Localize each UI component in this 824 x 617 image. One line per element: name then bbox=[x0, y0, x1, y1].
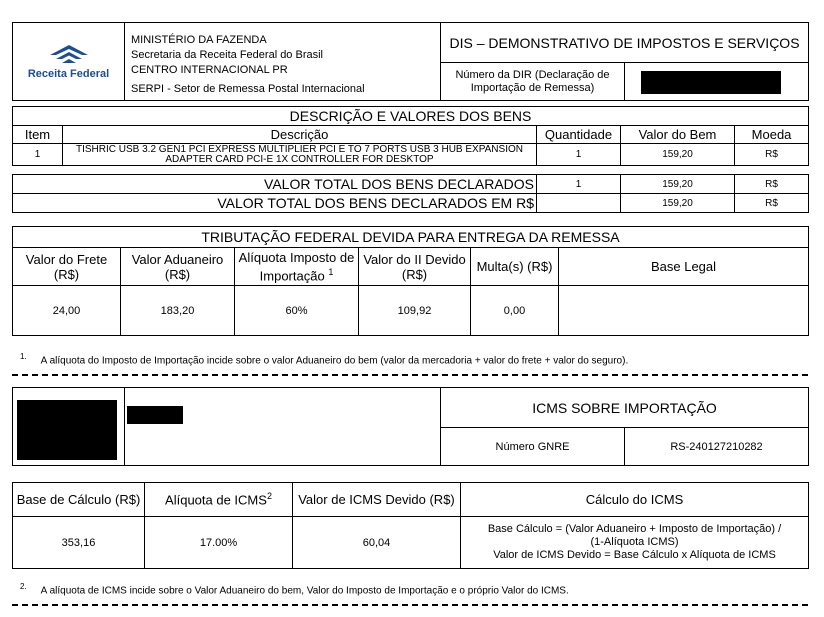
redacted-text bbox=[127, 406, 183, 424]
footnote-2-text: A alíquota de ICMS incide sobre o Valor Aduaneiro do bem, Valor do Imposto de Importação e o próprio Valor do ICMS. bbox=[40, 585, 569, 597]
col-currency: Moeda bbox=[735, 126, 809, 144]
footnote-2 bbox=[20, 582, 569, 596]
icms-title: ICMS SOBRE IMPORTAÇÃO bbox=[441, 388, 809, 428]
federal-tax-title: TRIBUTAÇÃO FEDERAL DEVIDA PARA ENTREGA DA REMESSA bbox=[13, 227, 809, 248]
row-currency: R$ bbox=[735, 144, 809, 166]
col-aduaneiro: Valor Aduaneiro (R$) bbox=[121, 248, 235, 286]
col-quantity: Quantidade bbox=[537, 126, 621, 144]
total-declared-label: VALOR TOTAL DOS BENS DECLARADOS bbox=[13, 175, 537, 194]
calculo-line-1: Base Cálculo = (Valor Aduaneiro + Imposto de Importação) / bbox=[487, 523, 782, 535]
org-line-secretariat: Secretaria da Receita Federal do Brasil bbox=[131, 49, 323, 61]
redacted-dir-number bbox=[641, 71, 781, 94]
col-base-calculo: Base de Cálculo (R$) bbox=[13, 483, 145, 517]
total-brl-currency: R$ bbox=[735, 194, 809, 213]
redacted-image bbox=[17, 400, 117, 460]
col-description: Descrição bbox=[63, 126, 537, 144]
divider-dashed-2 bbox=[12, 604, 808, 606]
org-line-ministry: MINISTÉRIO DA FAZENDA bbox=[131, 34, 267, 46]
value-aliquota-icms: 17.00% bbox=[145, 517, 293, 569]
footnote-1-marker: 1. bbox=[20, 352, 27, 361]
goods-table bbox=[12, 106, 809, 166]
logo-text: Receita Federal bbox=[27, 68, 110, 80]
dir-label: Número da DIR (Declaração de Importação de Remessa) bbox=[441, 63, 625, 101]
goods-section-title: DESCRIÇÃO E VALORES DOS BENS bbox=[13, 107, 809, 126]
calculo-line-2: (1-Alíquota ICMS) bbox=[590, 536, 679, 548]
footnote-ref-1: 1 bbox=[328, 266, 334, 277]
total-brl-qty-empty bbox=[537, 194, 621, 213]
totals-table bbox=[12, 174, 809, 213]
row-description: TISHRIC USB 3.2 GEN1 PCI EXPRESS MULTIPLIER PCI E TO 7 PORTS USB 3 HUB EXPANSION ADAPTER CARD PCI-E 1X CONTROLLER FOR DESKTOP bbox=[63, 144, 537, 166]
value-aliquota-ii: 60% bbox=[235, 286, 359, 336]
col-multa: Multa(s) (R$) bbox=[471, 248, 559, 286]
col-item: Item bbox=[13, 126, 63, 144]
redacted-info-cell bbox=[125, 388, 441, 466]
value-base-legal bbox=[559, 286, 809, 336]
value-frete: 24,00 bbox=[13, 286, 121, 336]
col-icms-devido: Valor de ICMS Devido (R$) bbox=[293, 483, 461, 517]
federal-tax-table bbox=[12, 226, 809, 336]
row-value: 159,20 bbox=[621, 144, 735, 166]
total-declared-value: 159,20 bbox=[621, 175, 735, 194]
calculo-line-3: Valor de ICMS Devido = Base Cálculo x Alíquota de ICMS bbox=[493, 549, 776, 561]
org-info bbox=[125, 23, 441, 101]
value-icms-devido: 60,04 bbox=[293, 517, 461, 569]
col-base-legal: Base Legal bbox=[559, 248, 809, 286]
col-value: Valor do Bem bbox=[621, 126, 735, 144]
row-item: 1 bbox=[13, 144, 63, 166]
total-brl-value: 159,20 bbox=[621, 194, 735, 213]
table-row bbox=[13, 144, 809, 166]
footnote-1 bbox=[20, 352, 628, 366]
divider-dashed-1 bbox=[12, 374, 808, 376]
footnote-2-marker: 2. bbox=[20, 582, 27, 591]
col-frete: Valor do Frete (R$) bbox=[13, 248, 121, 286]
gnre-label: Número GNRE bbox=[441, 428, 625, 466]
value-ii-devido: 109,92 bbox=[359, 286, 471, 336]
value-aduaneiro: 183,20 bbox=[121, 286, 235, 336]
col-aliquota-ii-label: Alíquota Imposto de Importação bbox=[238, 249, 355, 284]
col-ii-devido: Valor do II Devido (R$) bbox=[359, 248, 471, 286]
footnote-ref-2: 2 bbox=[266, 491, 272, 502]
redacted-logo-cell bbox=[13, 388, 125, 466]
total-brl-label: VALOR TOTAL DOS BENS DECLARADOS EM R$ bbox=[13, 194, 537, 213]
col-aliquota-icms bbox=[145, 483, 293, 517]
col-calculo-icms: Cálculo do ICMS bbox=[461, 483, 809, 517]
value-base-calculo: 353,16 bbox=[13, 517, 145, 569]
receita-federal-logo-icon bbox=[46, 43, 92, 65]
value-multa: 0,00 bbox=[471, 286, 559, 336]
calculo-formula bbox=[461, 517, 809, 569]
total-declared-currency: R$ bbox=[735, 175, 809, 194]
col-aliquota-icms-label: Alíquota de ICMS bbox=[165, 492, 267, 508]
icms-header-table bbox=[12, 387, 809, 466]
org-line-serpi: SERPI - Setor de Remessa Postal Internacional bbox=[131, 83, 365, 95]
doc-title: DIS – DEMONSTRATIVO DE IMPOSTOS E SERVIÇOS bbox=[441, 23, 809, 63]
col-aliquota-ii bbox=[235, 248, 359, 286]
logo-cell bbox=[13, 23, 125, 101]
org-line-center: CENTRO INTERNACIONAL PR bbox=[131, 64, 288, 76]
icms-table bbox=[12, 482, 809, 569]
footnote-1-text: A alíquota do Imposto de Importação incide sobre o valor Aduaneiro do bem (valor da mercadoria + valor do frete + valor do seguro). bbox=[40, 355, 629, 367]
header-table bbox=[12, 22, 809, 101]
total-declared-qty: 1 bbox=[537, 175, 621, 194]
dir-number-cell bbox=[625, 63, 809, 101]
row-quantity: 1 bbox=[537, 144, 621, 166]
gnre-value: RS-240127210282 bbox=[625, 428, 809, 466]
